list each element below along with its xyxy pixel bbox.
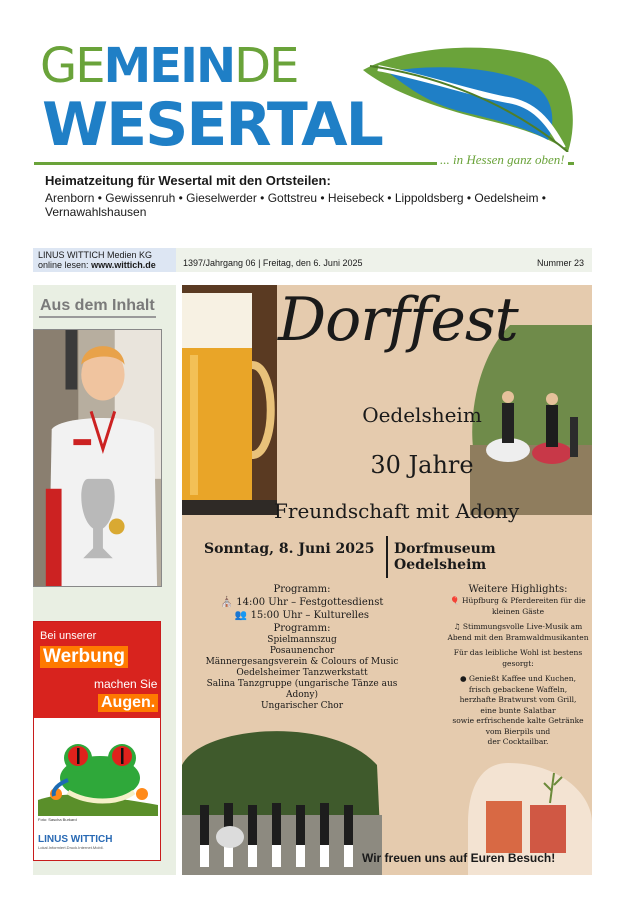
publisher-box [33, 248, 176, 272]
ad-brand: LINUS WITTICH [38, 834, 113, 845]
highlights-heading: Weitere Highlights: [468, 584, 568, 595]
slogan: ... in Hessen ganz oben! [437, 152, 568, 168]
food-line [438, 674, 592, 685]
publisher-name: LINUS WITTICH Medien KG [38, 250, 153, 260]
masthead-logo [40, 40, 382, 158]
highlights-block [438, 583, 592, 748]
date-venue-divider [386, 536, 388, 578]
highlight-3 [438, 648, 592, 669]
highlight-3b: gesorgt: [502, 658, 534, 668]
logo-mein: MEIN [103, 38, 235, 94]
food-line: der Cocktailbar. [487, 737, 549, 746]
young-athlete-photo[interactable] [33, 329, 162, 587]
ad-brand-sub: Lokal.Informiert.Druck.Internet.Mobil. [38, 845, 104, 850]
program-act: Ungarischer Chor [260, 701, 344, 711]
logo-line-1 [40, 40, 382, 92]
food-line: herzhafte Bratwurst vom Grill, [459, 695, 577, 704]
online-label: online lesen: [38, 260, 89, 270]
balloon-icon: 🎈 [450, 596, 462, 605]
program-act: Oedelsheimer Tanzwerkstatt [236, 668, 368, 678]
people-icon: 👥 [234, 610, 251, 621]
food-line-0: Genießt Kaffee und Kuchen, [468, 674, 576, 683]
program-act: Männergesangsverein & Colours of Music [205, 657, 399, 667]
highlight-2b: Abend mit den Bramwaldmusikanten [447, 632, 589, 642]
cake-icon: ● [460, 674, 469, 683]
ad-line-4: Augen. [98, 694, 158, 712]
ad-line-2: Werbung [40, 646, 128, 668]
online-url-link[interactable]: www.wittich.de [91, 260, 156, 270]
program-act: Salina Tanzgruppe (ungarische Tänze aus [206, 679, 398, 689]
newspaper-subtitle: Heimatzeitung für Wesertal mit den Ortsteilen: [45, 173, 331, 188]
poster-anniversary: 30 Jahre [370, 451, 474, 479]
highlight-2a: Stimmungsvolle Live-Musik am [462, 622, 583, 631]
leaf-logo-icon [358, 40, 583, 160]
logo-line-2: WESERTAL [42, 90, 382, 160]
program-heading-2: Programm: [273, 623, 331, 634]
program-heading: Programm: [273, 584, 331, 595]
program-block [202, 583, 402, 712]
poster-date: Sonntag, 8. Juni 2025 [204, 541, 375, 557]
logo-de: DE [234, 38, 298, 94]
tree-frog-image [38, 720, 158, 816]
poster-friendship: Freundschaft mit Adony [274, 499, 520, 523]
program-act: Spielmannszug [267, 635, 337, 645]
program-act: Posaunenchor [269, 646, 335, 656]
food-line: vom Bierpils und [485, 726, 551, 736]
logo-ge: GE [40, 38, 104, 94]
issue-number: Nummer 23 [537, 258, 585, 268]
contents-heading[interactable]: Aus dem Inhalt [39, 297, 156, 318]
beer-glass-image [182, 285, 277, 515]
program-item-1-text: 14:00 Uhr – Festgottesdienst [236, 597, 384, 608]
district-list: Arenborn • Gewissenruh • Gieselwerder • Gottstreu • Heisebeck • Lippoldsberg • Oedelsheim • Vernawahlshausen [45, 191, 546, 219]
highlight-1b: kleinen Gäste [491, 606, 545, 616]
issue-date: 1397/Jahrgang 06 | Freitag, den 6. Juni 2025 [183, 258, 363, 268]
online-read [38, 260, 171, 270]
church-icon: ⛪ [220, 597, 237, 608]
highlight-1 [438, 596, 592, 617]
program-item-1 [202, 596, 402, 609]
marching-band-photo [182, 725, 382, 875]
dorffest-poster[interactable] [182, 285, 592, 875]
program-item-2-text: 15:00 Uhr – Kulturelles [250, 610, 370, 621]
food-line: sowie erfrischende kalte Getränke [452, 716, 584, 725]
poster-title: Dorffest [278, 285, 518, 355]
highlight-1a: Hüpfburg & Pferdereiten für die [461, 596, 586, 605]
highlight-3a: Für das leibliche Wohl ist bestens [453, 648, 583, 657]
advertising-banner[interactable] [33, 621, 161, 861]
ad-line-3: machen Sie [94, 677, 158, 691]
poster-venue: Dorfmuseum Oedelsheim [394, 541, 496, 573]
ad-photo-credit: Foto: Sascha Burkard [38, 817, 77, 822]
ad-line-1: Bei unserer [40, 630, 97, 642]
highlight-2 [438, 622, 592, 643]
poster-town: Oedelsheim [362, 403, 482, 427]
program-act: Adony) [285, 690, 319, 700]
food-line: eine bunte Salatbar [480, 705, 556, 715]
poster-closing: Wir freuen uns auf Euren Besuch! [362, 851, 556, 865]
food-line: frisch gebackene Waffeln, [468, 684, 568, 694]
music-icon: ♫ [453, 622, 463, 631]
program-item-2 [202, 609, 402, 622]
linus-wittich-logo-icon [38, 834, 112, 850]
